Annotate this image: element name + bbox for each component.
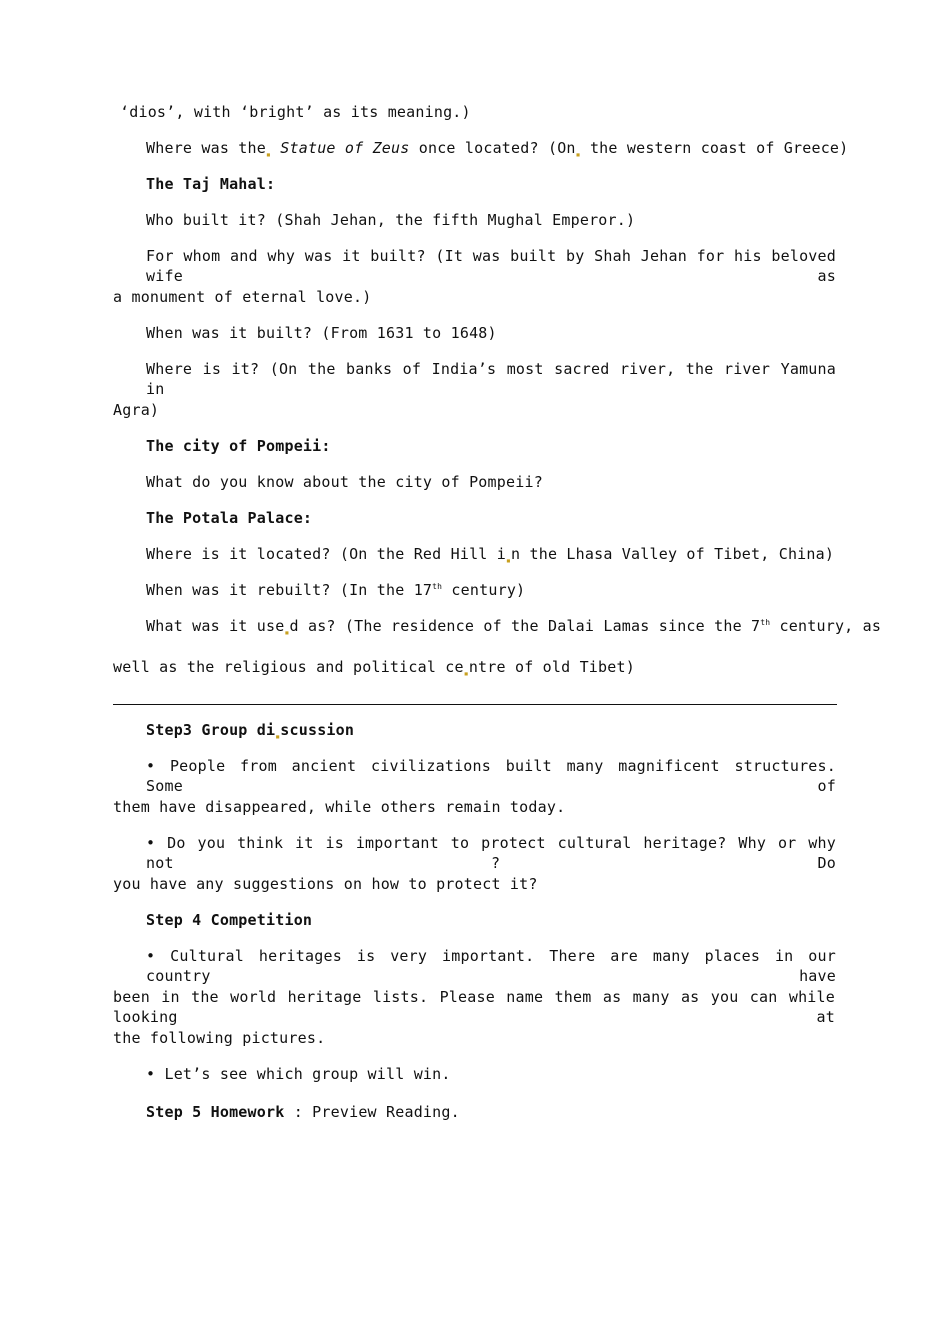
bullet-item: • People from ancient civilizations built many magnificent structures. Some of bbox=[146, 757, 836, 795]
edit-mark: ▪ bbox=[575, 150, 581, 159]
bullet-item: • Cultural heritages is very important. There are many places in our country have bbox=[146, 947, 836, 985]
text-line bbox=[113, 657, 635, 684]
text-fragment: Where is it located? (On the Red Hill i bbox=[146, 545, 506, 563]
text-line: been in the world heritage lists. Please name them as many as you can while looking at bbox=[113, 988, 835, 1026]
bullet-item: • Let’s see which group will win. bbox=[146, 1065, 451, 1083]
text-fragment: When was it rebuilt? (In the 17 bbox=[146, 581, 433, 599]
text-line: the following pictures. bbox=[113, 1029, 326, 1047]
text-fragment: scussion bbox=[280, 721, 355, 739]
edit-mark: ▪ bbox=[284, 628, 290, 637]
text-fragment: once located? (On bbox=[418, 139, 576, 157]
text-line: Who built it? (Shah Jehan, the fifth Mughal Emperor.) bbox=[146, 211, 636, 229]
text-line bbox=[146, 544, 834, 571]
zeus-question bbox=[146, 138, 848, 165]
superscript: th bbox=[432, 582, 443, 591]
step4-heading: Step 4 Competition bbox=[146, 911, 313, 929]
text-fragment: d as? (The residence of the Dalai Lamas since the 7 bbox=[289, 617, 761, 635]
text-line: you have any suggestions on how to protect it? bbox=[113, 875, 538, 893]
text-line: Where is it? (On the banks of India’s most sacred river, the river Yamuna in bbox=[146, 360, 836, 398]
text-fragment: Where was the bbox=[146, 139, 266, 157]
step5-heading: Step 5 Homework bbox=[146, 1103, 285, 1121]
step5-line bbox=[146, 1102, 460, 1122]
bullet-item: • Do you think it is important to protect cultural heritage? Why or why not ? Do bbox=[146, 834, 836, 872]
text-line: Agra) bbox=[113, 401, 160, 419]
edit-mark: ▪ bbox=[266, 150, 272, 159]
text-line: For whom and why was it built? (It was built by Shah Jehan for his beloved wife as bbox=[146, 247, 836, 285]
edit-mark: ▪ bbox=[275, 732, 281, 741]
potala-heading: The Potala Palace: bbox=[146, 509, 313, 527]
text-line: ‘dios’, with ‘bright’ as its meaning.) bbox=[120, 103, 471, 121]
superscript: th bbox=[760, 618, 771, 627]
edit-mark: ▪ bbox=[463, 669, 469, 678]
text-line bbox=[146, 580, 525, 600]
text-fragment: century, as bbox=[770, 617, 882, 635]
text-line: What do you know about the city of Pompeii? bbox=[146, 473, 543, 491]
text-fragment: the western coast of Greece) bbox=[589, 139, 849, 157]
horizontal-divider bbox=[113, 704, 837, 705]
edit-mark: ▪ bbox=[506, 556, 512, 565]
text-fragment: Step3 Group di bbox=[146, 721, 276, 739]
step3-heading bbox=[146, 720, 354, 747]
text-line: them have disappeared, while others remain today. bbox=[113, 798, 566, 816]
text-fragment: ntre of old Tibet) bbox=[468, 658, 635, 676]
text-fragment: What was it use bbox=[146, 617, 285, 635]
text-fragment: century) bbox=[442, 581, 526, 599]
text-fragment: n the Lhasa Valley of Tibet, China) bbox=[511, 545, 835, 563]
text-fragment: well as the religious and political ce bbox=[113, 658, 464, 676]
taj-mahal-heading: The Taj Mahal: bbox=[146, 175, 276, 193]
statue-of-zeus-italic: Statue of Zeus bbox=[280, 139, 410, 157]
text-line: When was it built? (From 1631 to 1648) bbox=[146, 324, 497, 342]
pompeii-heading: The city of Pompeii: bbox=[146, 437, 331, 455]
text-line bbox=[146, 616, 882, 643]
text-line: a monument of eternal love.) bbox=[113, 288, 372, 306]
text-fragment: : Preview Reading. bbox=[293, 1103, 460, 1121]
